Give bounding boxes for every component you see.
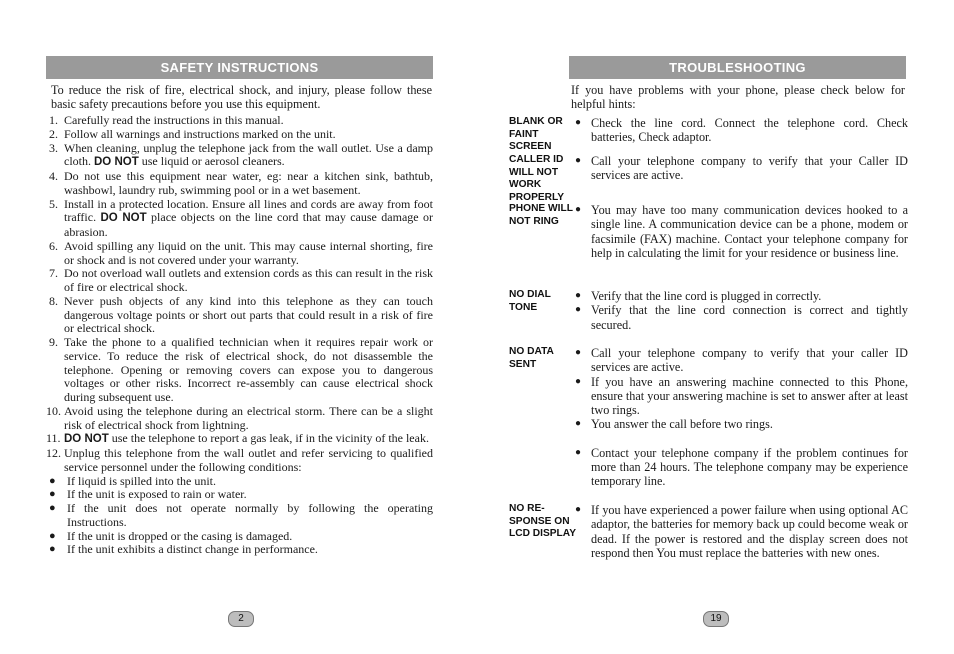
item-text [64, 114, 433, 128]
trouble-text: You may have too many communication devices hooked to a single line. A communication device can be a phone, modem or facsimile (FAX) machine. Contact your telephone company for help in calculating the limit for your residence or business line. [591, 203, 908, 260]
item-text [64, 336, 433, 405]
item-number: 1. [49, 113, 58, 127]
trouble-text: Check the line cord. Connect the telephone cord. Check batteries, Check adaptor. [591, 116, 908, 145]
safety-item [49, 114, 433, 128]
trouble-text: Verify that the line cord connection is correct and tightly secured. [591, 303, 908, 332]
trouble-item [575, 303, 908, 332]
item-text-part: Avoid using the telephone during an electrical storm. There can be a slight risk of electrical shock from lightning. [64, 403, 433, 432]
item-number: 12. [46, 446, 61, 460]
trouble-label: NO DATA SENT [509, 346, 554, 370]
condition-text: If the unit does not operate normally by following the operating Instructions. [67, 501, 433, 529]
bullet-icon: ● [575, 375, 582, 387]
item-number: 10. [46, 403, 61, 418]
item-text-part: Take the phone to a qualified technician when it requires repair work or service. To reduce the risk of electrical shock, do not disassemble the telephone. Opening or removing covers can expose you to dangerous voltages or other risks. Incorrect re-assembly can cause electrical shock during subsequent use. [64, 335, 433, 404]
item-text [64, 128, 433, 142]
item-text-part: Never push objects of any kind into this telephone as they can touch dangerous voltage points or short out parts that could result in a risk of fire or electrical shock. [64, 293, 433, 336]
safety-item [49, 267, 433, 295]
bullet-icon: ● [49, 502, 56, 514]
condition-item [49, 543, 433, 557]
trouble-items [575, 116, 908, 145]
page-number-right: 19 [703, 611, 729, 627]
safety-item [49, 295, 433, 336]
trouble-item [575, 289, 908, 303]
item-text-part: Follow all warnings and instructions marked on the unit. [64, 126, 336, 141]
trouble-item [575, 446, 908, 489]
item-text [64, 240, 433, 268]
trouble-text: You answer the call before two rings. [591, 417, 773, 432]
item-text-part: When cleaning, unplug the telephone jack from the wall outlet. Use a damp cloth. [64, 140, 433, 169]
trouble-items [575, 203, 908, 260]
item-text [64, 405, 433, 433]
bullet-icon: ● [575, 418, 582, 430]
troubleshooting-intro: If you have problems with your phone, please check below for helpful hints: [571, 83, 905, 111]
item-number: 6. [49, 238, 58, 253]
trouble-items [575, 503, 908, 560]
condition-item [49, 488, 433, 502]
bullet-icon: ● [575, 347, 582, 358]
item-text-part: Carefully read the instructions in this manual. [64, 113, 284, 127]
condition-item [49, 475, 433, 489]
item-text [64, 295, 433, 336]
bullet-icon: ● [575, 504, 582, 515]
safety-item [49, 198, 433, 240]
bullet-icon: ● [575, 155, 582, 166]
safety-item [46, 403, 433, 433]
trouble-text: If you have experienced a power failure when using optional AC adaptor, the batteries for memory back up could become weak or dead. If the power is restored and the display screen does not respond then You must replace the batteries with new ones. [591, 503, 908, 560]
item-text-part: use the telephone to report a gas leak, if in the vicinity of the leak. [108, 431, 429, 446]
trouble-item [575, 375, 908, 418]
trouble-item [575, 503, 908, 560]
trouble-text: Call your telephone company to verify that your Caller ID services are active. [591, 154, 908, 183]
trouble-label: PHONE WILL NOT RING [509, 203, 573, 227]
warning-keyword: DO NOT [100, 212, 147, 225]
right-page [507, 0, 909, 654]
item-number: 11. [46, 431, 61, 446]
trouble-items [575, 346, 908, 489]
safety-instructions-header: SAFETY INSTRUCTIONS [46, 56, 433, 79]
trouble-label: BLANK OR FAINT SCREEN [509, 116, 563, 153]
bullet-icon: ● [575, 204, 582, 215]
trouble-item [575, 346, 908, 375]
trouble-label: NO RE-SPONSE ON LCD DISPLAY [509, 503, 576, 540]
warning-keyword: DO NOT [64, 433, 109, 446]
trouble-text: If you have an answering machine connected to this Phone, ensure that your answering machine is set to answer after at least two rings. [591, 374, 908, 418]
trouble-label: CALLER ID WILL NOT WORK PROPERLY [509, 154, 565, 203]
bullet-icon: ● [49, 488, 56, 501]
item-text-part: Do not use this equipment near water, eg: near a kitchen sink, bathtub, washbowl, laundry rub, swimming pool or in a wet basement. [64, 169, 433, 197]
condition-text: If liquid is spilled into the unit. [67, 473, 216, 488]
item-text-part: place objects on the line cord that may cause damage or abrasion. [64, 210, 433, 239]
item-text [64, 267, 433, 295]
item-number: 7. [49, 266, 58, 281]
troubleshooting-header: TROUBLESHOOTING [569, 56, 906, 79]
safety-item [49, 240, 433, 268]
condition-text: If the unit exhibits a distinct change in performance. [67, 542, 318, 557]
item-text-part: use liquid or aerosol cleaners. [138, 154, 285, 169]
bullet-icon: ● [575, 446, 582, 458]
item-text-part: Avoid spilling any liquid on the unit. This may cause internal shorting, fire or shock and is not covered under your warranty. [64, 238, 433, 267]
trouble-item [575, 417, 908, 431]
safety-item [49, 128, 433, 142]
item-number: 9. [49, 335, 58, 349]
condition-item [49, 530, 433, 544]
left-page [45, 0, 435, 654]
item-number: 8. [49, 293, 58, 308]
trouble-text: Call your telephone company to verify that your caller ID services are active. [591, 346, 908, 375]
condition-text: If the unit is exposed to rain or water. [67, 487, 247, 502]
trouble-text: Verify that the line cord is plugged in correctly. [591, 289, 822, 303]
item-number: 2. [49, 126, 58, 141]
item-text-part: Unplug this telephone from the wall outlet and refer servicing to qualified service personnel under the following conditions: [64, 446, 433, 474]
trouble-item [575, 154, 908, 183]
trouble-label: NO DIAL TONE [509, 289, 551, 313]
bullet-icon: ● [575, 304, 582, 316]
bullet-icon: ● [575, 117, 582, 128]
safety-item [46, 446, 433, 557]
item-number: 5. [49, 196, 58, 211]
condition-item [49, 502, 433, 530]
safety-item [49, 170, 433, 198]
safety-item [49, 142, 433, 171]
trouble-item [575, 116, 908, 145]
safety-item [49, 336, 433, 405]
trouble-items [575, 289, 908, 332]
item-text [64, 170, 433, 198]
item-text [64, 432, 433, 447]
bullet-icon: ● [49, 543, 56, 556]
bullet-icon: ● [49, 474, 56, 487]
trouble-text: Contact your telephone company if the problem continues for more than 24 hours. The telephone company may be experience temporary line. [591, 445, 908, 489]
safety-list [46, 113, 433, 557]
trouble-items [575, 154, 908, 183]
trouble-item [575, 203, 908, 260]
safety-intro: To reduce the risk of fire, electrical shock, and injury, please follow these basic safety precautions before you use this equipment. [51, 83, 432, 111]
bullet-icon: ● [49, 529, 56, 542]
item-text [64, 142, 433, 171]
conditions-list [49, 475, 433, 558]
item-text [64, 198, 433, 240]
condition-text: If the unit is dropped or the casing is damaged. [67, 528, 293, 543]
item-text-part: Install in a protected location. Ensure all lines and cords are away from foot traffic. [64, 196, 433, 225]
item-number: 4. [49, 169, 58, 183]
item-number: 3. [49, 140, 58, 155]
page-number-left: 2 [228, 611, 254, 627]
item-text-part: Do not overload wall outlets and extension cords as this can result in the risk of fire or electrical shock. [64, 266, 433, 294]
bullet-icon: ● [575, 290, 582, 301]
warning-keyword: DO NOT [94, 156, 139, 169]
safety-item [46, 431, 433, 447]
